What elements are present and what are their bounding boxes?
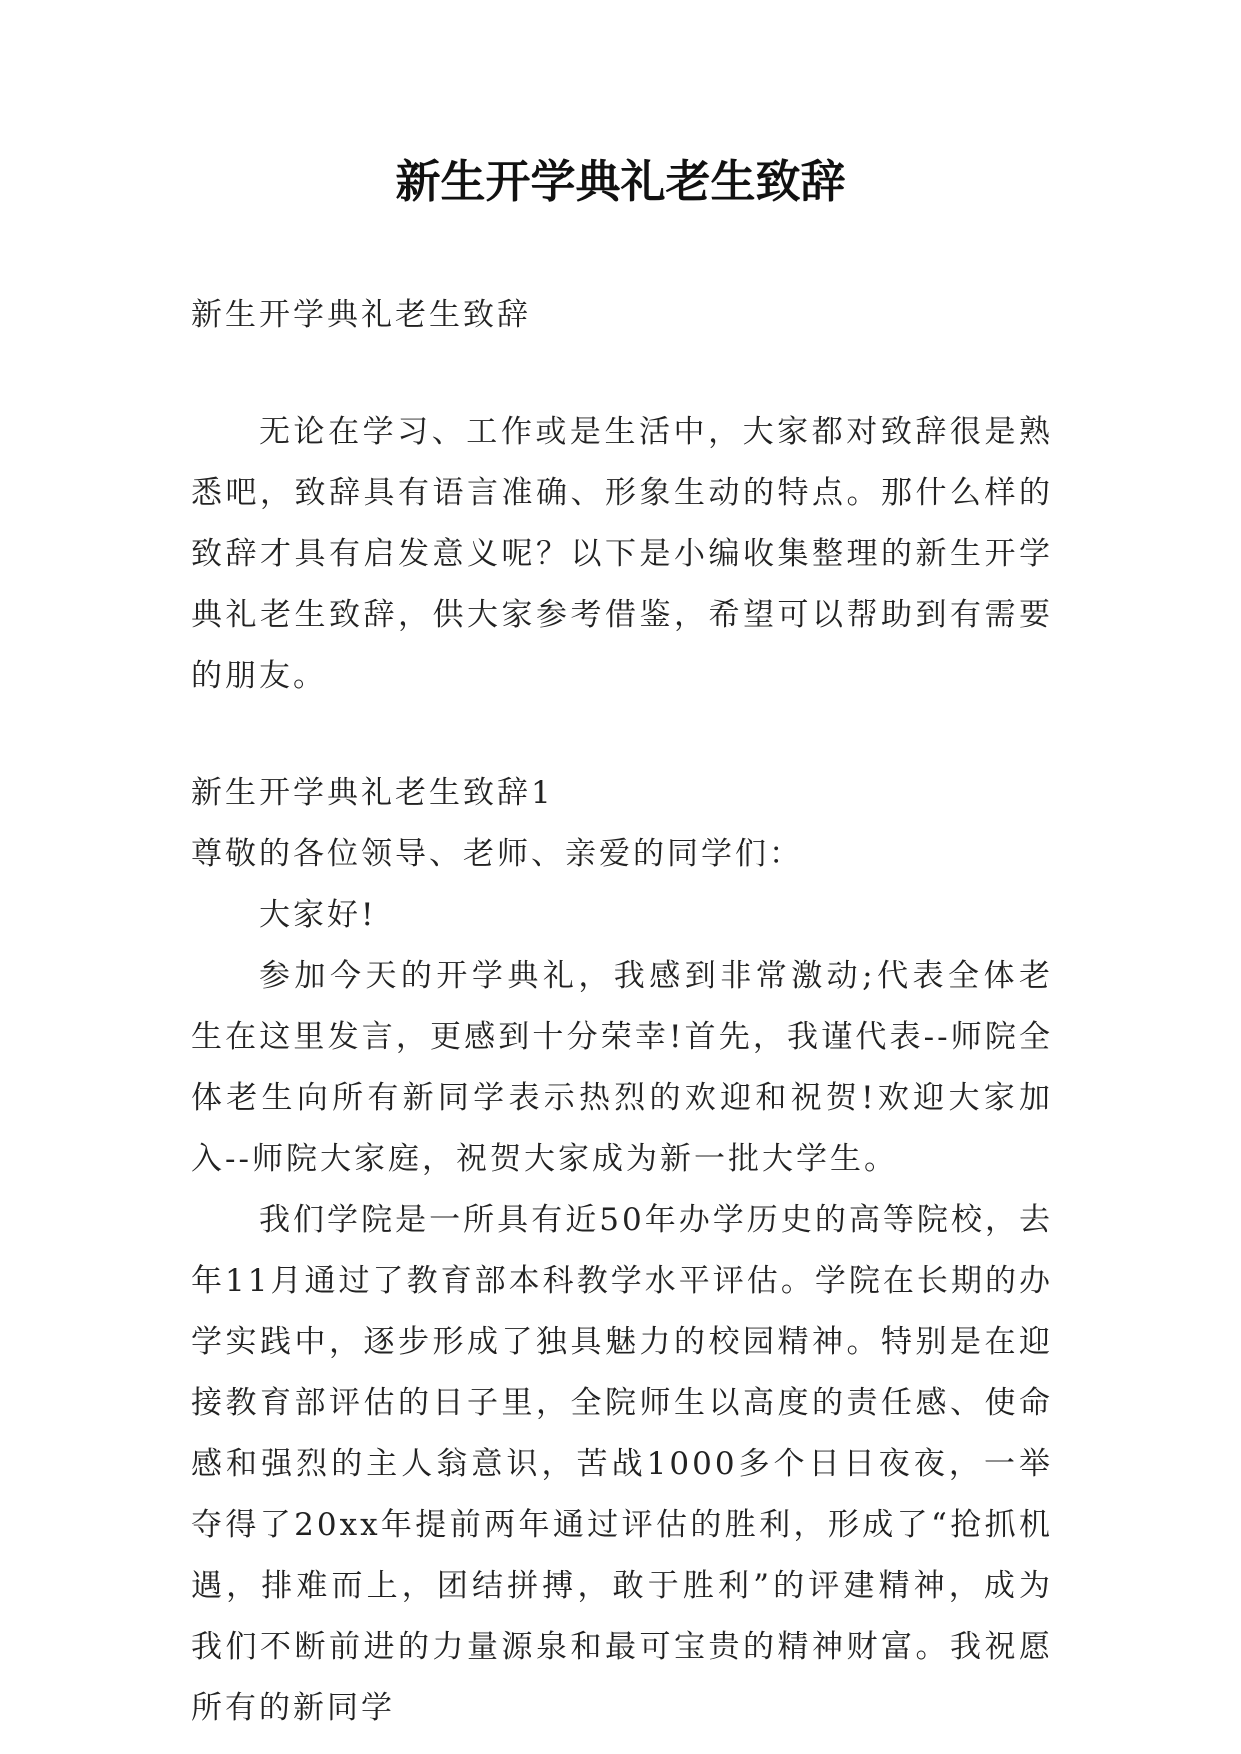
body-paragraph-1: 参加今天的开学典礼，我感到非常激动;代表全体老生在这里发言，更感到十分荣幸!首先，我谨代表--师院全体老生向所有新同学表示热烈的欢迎和祝贺!欢迎大家加入--师院大家庭，祝贺大家成为新一批大学生。 <box>191 958 1053 1177</box>
document-title: 新生开学典礼老生致辞 <box>395 155 846 208</box>
intro-paragraph: 无论在学习、工作或是生活中，大家都对致辞很是熟悉吧，致辞具有语言准确、形象生动的特点。那什么样的致辞才具有启发意义呢？以下是小编收集整理的新生开学典礼老生致辞，供大家参考借鉴，希望可以帮助到有需要的朋友。 <box>191 414 1053 694</box>
document-body <box>191 285 1053 1739</box>
body-paragraph-2: 我们学院是一所具有近50年办学历史的高等院校，去年11月通过了教育部本科教学水平评估。学院在长期的办学实践中，逐步形成了独具魅力的校园精神。特别是在迎接教育部评估的日子里，全院师生以高度的责任感、使命感和强烈的主人翁意识，苦战1000多个日日夜夜，一举夺得了20xx年提前两年通过评估的胜利，形成了“抢抓机遇，排难而上，团结拼搏，敢于胜利”的评建精神，成为我们不断前进的力量源泉和最可宝贵的精神财富。我祝愿所有的新同学 <box>191 1202 1053 1726</box>
salutation: 尊敬的各位领导、老师、亲爱的同学们： <box>191 836 803 872</box>
section-heading: 新生开学典礼老生致辞1 <box>191 775 554 811</box>
document-subtitle: 新生开学典礼老生致辞 <box>191 297 531 333</box>
greeting: 大家好! <box>259 897 377 933</box>
